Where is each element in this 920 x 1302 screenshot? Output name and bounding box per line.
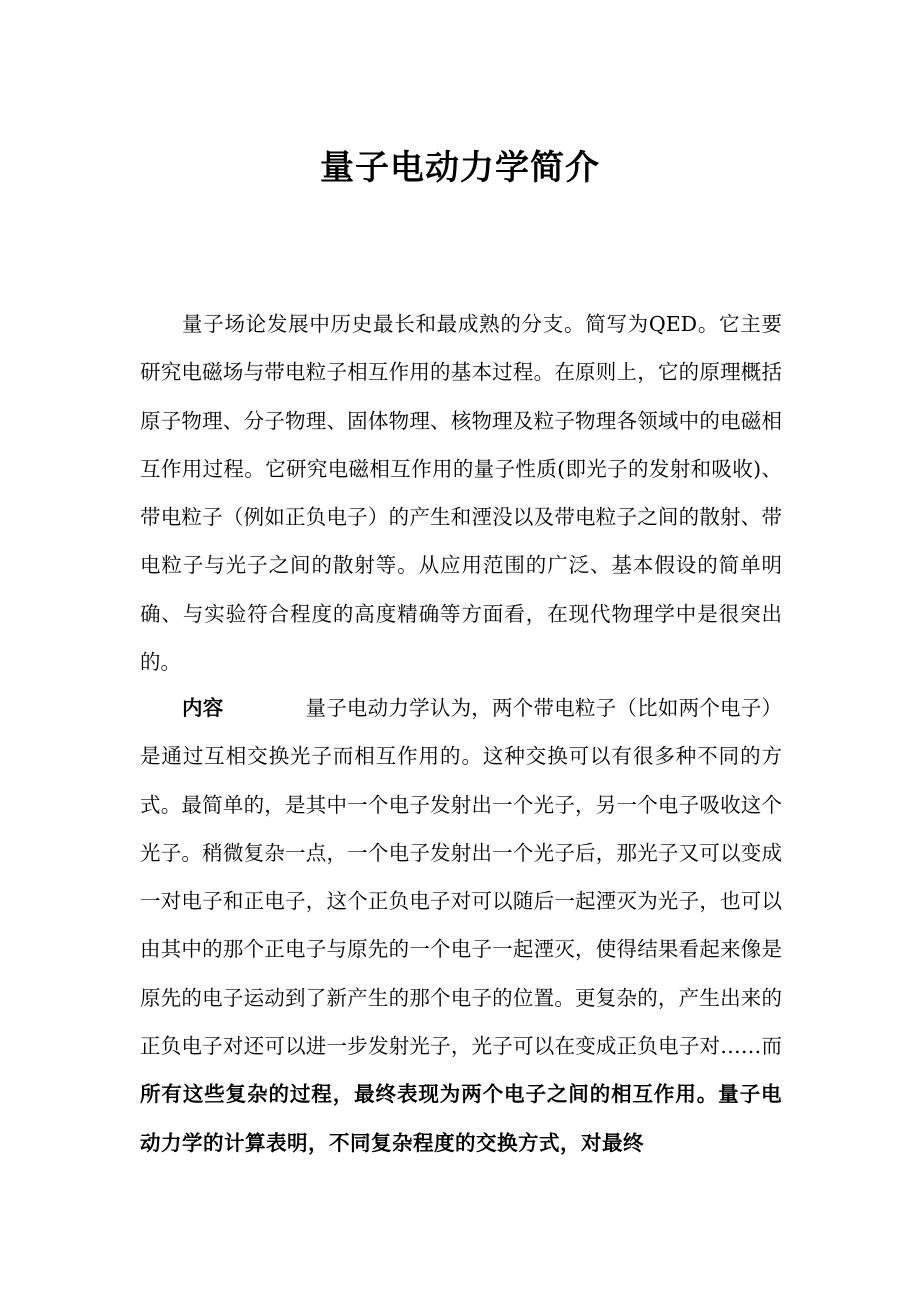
section-heading-content: 内容 (182, 696, 224, 720)
document-title: 量子电动力学简介 (320, 148, 600, 188)
paragraph-content (140, 684, 782, 1167)
paragraph-introduction-text: 量子场论发展中历史最长和最成熟的分支。简写为QED。它主要研究电磁场与带电粒子相互作用的基本过程。在原则上，它的原理概括原子物理、分子物理、固体物理、核物理及粒子物理各领域中的电磁相互作用过程。它研究电磁相互作用的量子性质(即光子的发射和吸收)、带电粒子（例如正负电子）的产生和湮没以及带电粒子之间的散射、带电粒子与光子之间的散射等。从应用范围的广泛、基本假设的简单明确、与实验符合程度的高度精确等方面看，在现代物理学中是很突出的。 (140, 312, 782, 675)
paragraph-content-text: 量子电动力学认为，两个带电粒子（比如两个电子）是通过互相交换光子而相互作用的。这种交换可以有很多种不同的方式。最简单的，是其中一个电子发射出一个光子，另一个电子吸收这个光子。稍微复杂一点，一个电子发射出一个光子后，那光子又可以变成一对电子和正电子，这个正负电子对可以随后一起湮灭为光子，也可以由其中的那个正电子与原先的一个电子一起湮灭，使得结果看起来像是原先的电子运动到了新产生的那个电子的位置。更复杂的，产生出来的正负电子对还可以进一步发射光子，光子可以在变成正负电子对……而 (140, 696, 783, 1059)
paragraph-content-bold-text: 所有这些复杂的过程，最终表现为两个电子之间的相互作用。量子电动力学的计算表明，不同复杂程度的交换方式，对最终 (140, 1082, 782, 1155)
paragraph-introduction (140, 300, 782, 686)
